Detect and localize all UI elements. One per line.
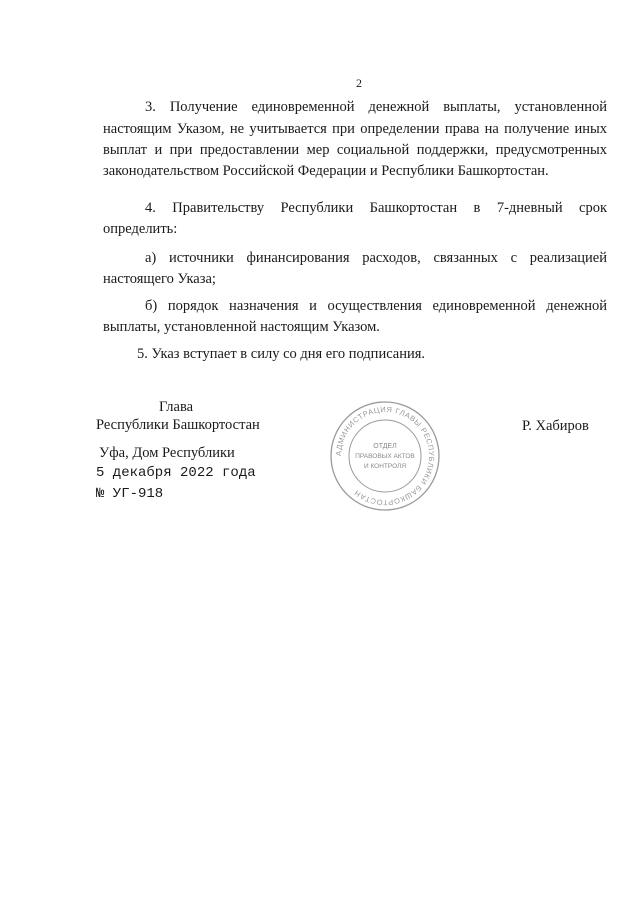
signatory-title: Глава (159, 399, 194, 415)
paragraph-4-first-text: 4. Правительству Республики Башкортостан в 7-дневный срок (145, 200, 607, 216)
item-a-first-line (103, 248, 607, 269)
decree-number: № УГ-918 (96, 486, 164, 502)
signing-date: 5 декабря 2022 года (96, 465, 256, 481)
stamp-inner-line-3: И КОНТРОЛЯ (363, 463, 407, 470)
signing-place: Уфа, Дом Республики (99, 445, 235, 461)
paragraph-3-first-text: 3. Получение единовременной денежной выплаты, установленной (145, 99, 607, 115)
signatory-name: Р. Хабиров (522, 418, 589, 434)
item-b-first-text: б) порядок назначения и осуществления единовременной денежной (145, 298, 607, 314)
paragraph-3-rest: настоящим Указом, не учитывается при определении права на получение иных выплат и при предоставлении мер социальной поддержки, предусмотренных законодательством Российской Федерации и Республики Башкортостан. (103, 121, 607, 179)
paragraph-5-text: 5. Указ вступает в силу со дня его подписания. (137, 346, 426, 362)
official-stamp (329, 400, 441, 512)
paragraph-4-rest: определить: (103, 221, 178, 237)
paragraph-5 (103, 344, 607, 365)
stamp-inner-line-2: ПРАВОВЫХ АКТОВ (355, 453, 415, 460)
signatory-organization: Республики Башкортостан (96, 417, 260, 433)
stamp-ring-text: АДМИНИСТРАЦИЯ ГЛАВЫ РЕСПУБЛИКИ БАШКОРТОСТАН (333, 404, 437, 508)
paragraph-4-first-line (103, 198, 607, 219)
page-number: 2 (356, 76, 362, 90)
item-a-first-text: а) источники финансирования расходов, связанных с реализацией (145, 250, 607, 266)
item-b-rest: выплаты, установленной настоящим Указом. (103, 319, 380, 335)
paragraph-3-first-line (103, 97, 607, 118)
item-b-first-line (103, 296, 607, 317)
stamp-inner-line-1: ОТДЕЛ (373, 443, 397, 450)
item-a-rest: настоящего Указа; (103, 271, 216, 287)
